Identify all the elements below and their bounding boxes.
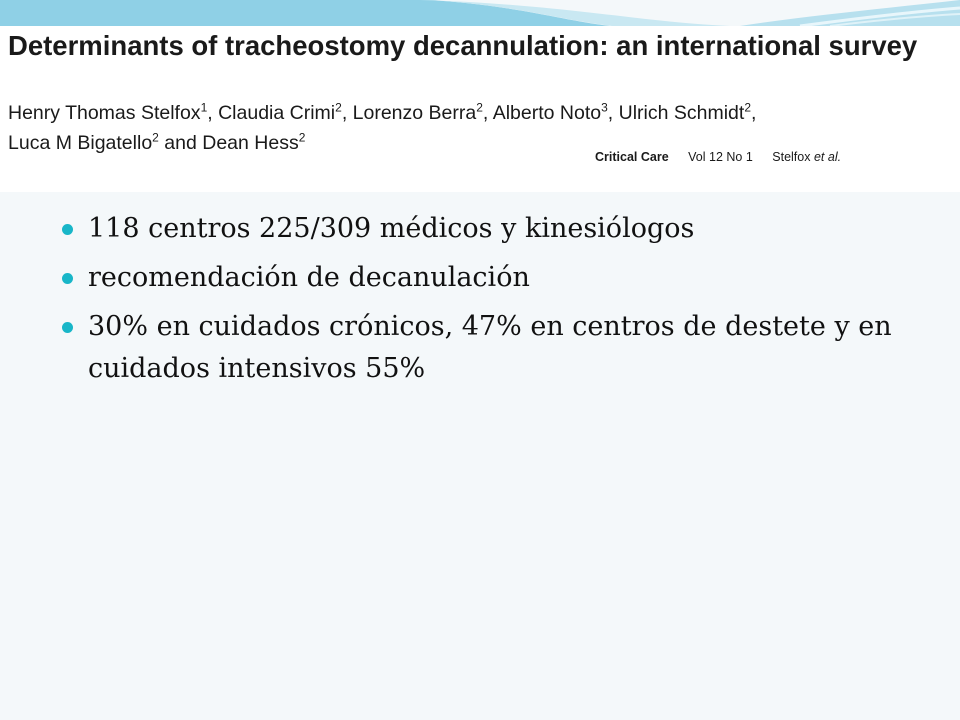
bullet-item bbox=[62, 257, 942, 299]
bullet-item bbox=[62, 306, 942, 390]
author-name: Luca M Bigatello bbox=[8, 132, 153, 154]
author-name: Alberto Noto bbox=[492, 102, 602, 124]
paper-header bbox=[0, 26, 960, 192]
author-name: Ulrich Schmidt bbox=[618, 102, 745, 124]
author-list: Henry Thomas Stelfox$^1$, Claudia Crimi$^2$, Lorenzo Berra$^2$, Alberto Noto$^3$, Ulrich Schmidt$^2$, Luca M Bigatello$^2$ and Dean Hess$^2$ bbox=[8, 100, 757, 154]
citation-author: Stelfox bbox=[772, 150, 811, 164]
journal-volume: Vol 12 No 1 bbox=[688, 150, 753, 164]
author-name: Claudia Crimi bbox=[218, 102, 336, 124]
affiliation-number: 2 bbox=[476, 100, 483, 115]
bullet-list bbox=[62, 208, 942, 397]
affiliation-number: 1 bbox=[200, 100, 208, 115]
bullet-item bbox=[62, 208, 942, 250]
author-name: Henry Thomas Stelfox bbox=[8, 102, 201, 124]
author-name: Dean Hess bbox=[202, 132, 299, 154]
affiliation-number: 2 bbox=[298, 130, 306, 145]
bullet-dot-icon bbox=[62, 273, 73, 284]
bullet-text: 118 centros 225/309 médicos y kinesiólogos bbox=[88, 213, 695, 244]
journal-name: Critical Care bbox=[595, 150, 669, 164]
affiliation-number: 2 bbox=[744, 100, 752, 115]
bullet-text: recomendación de decanulación bbox=[88, 262, 530, 293]
citation-line bbox=[595, 150, 841, 164]
affiliation-number: 2 bbox=[335, 100, 342, 115]
bullet-text: 30% en cuidados crónicos, 47% en centros de destete y en cuidados intensivos 55% bbox=[88, 311, 892, 384]
author-name: Lorenzo Berra bbox=[352, 102, 477, 124]
bullet-dot-icon bbox=[62, 224, 73, 235]
article-title: Determinants of tracheostomy decannulation: an international survey bbox=[8, 30, 918, 61]
affiliation-number: 3 bbox=[601, 100, 608, 115]
bullet-dot-icon bbox=[62, 322, 73, 333]
affiliation-number: 2 bbox=[152, 130, 159, 145]
citation-etal: et al. bbox=[813, 150, 842, 164]
